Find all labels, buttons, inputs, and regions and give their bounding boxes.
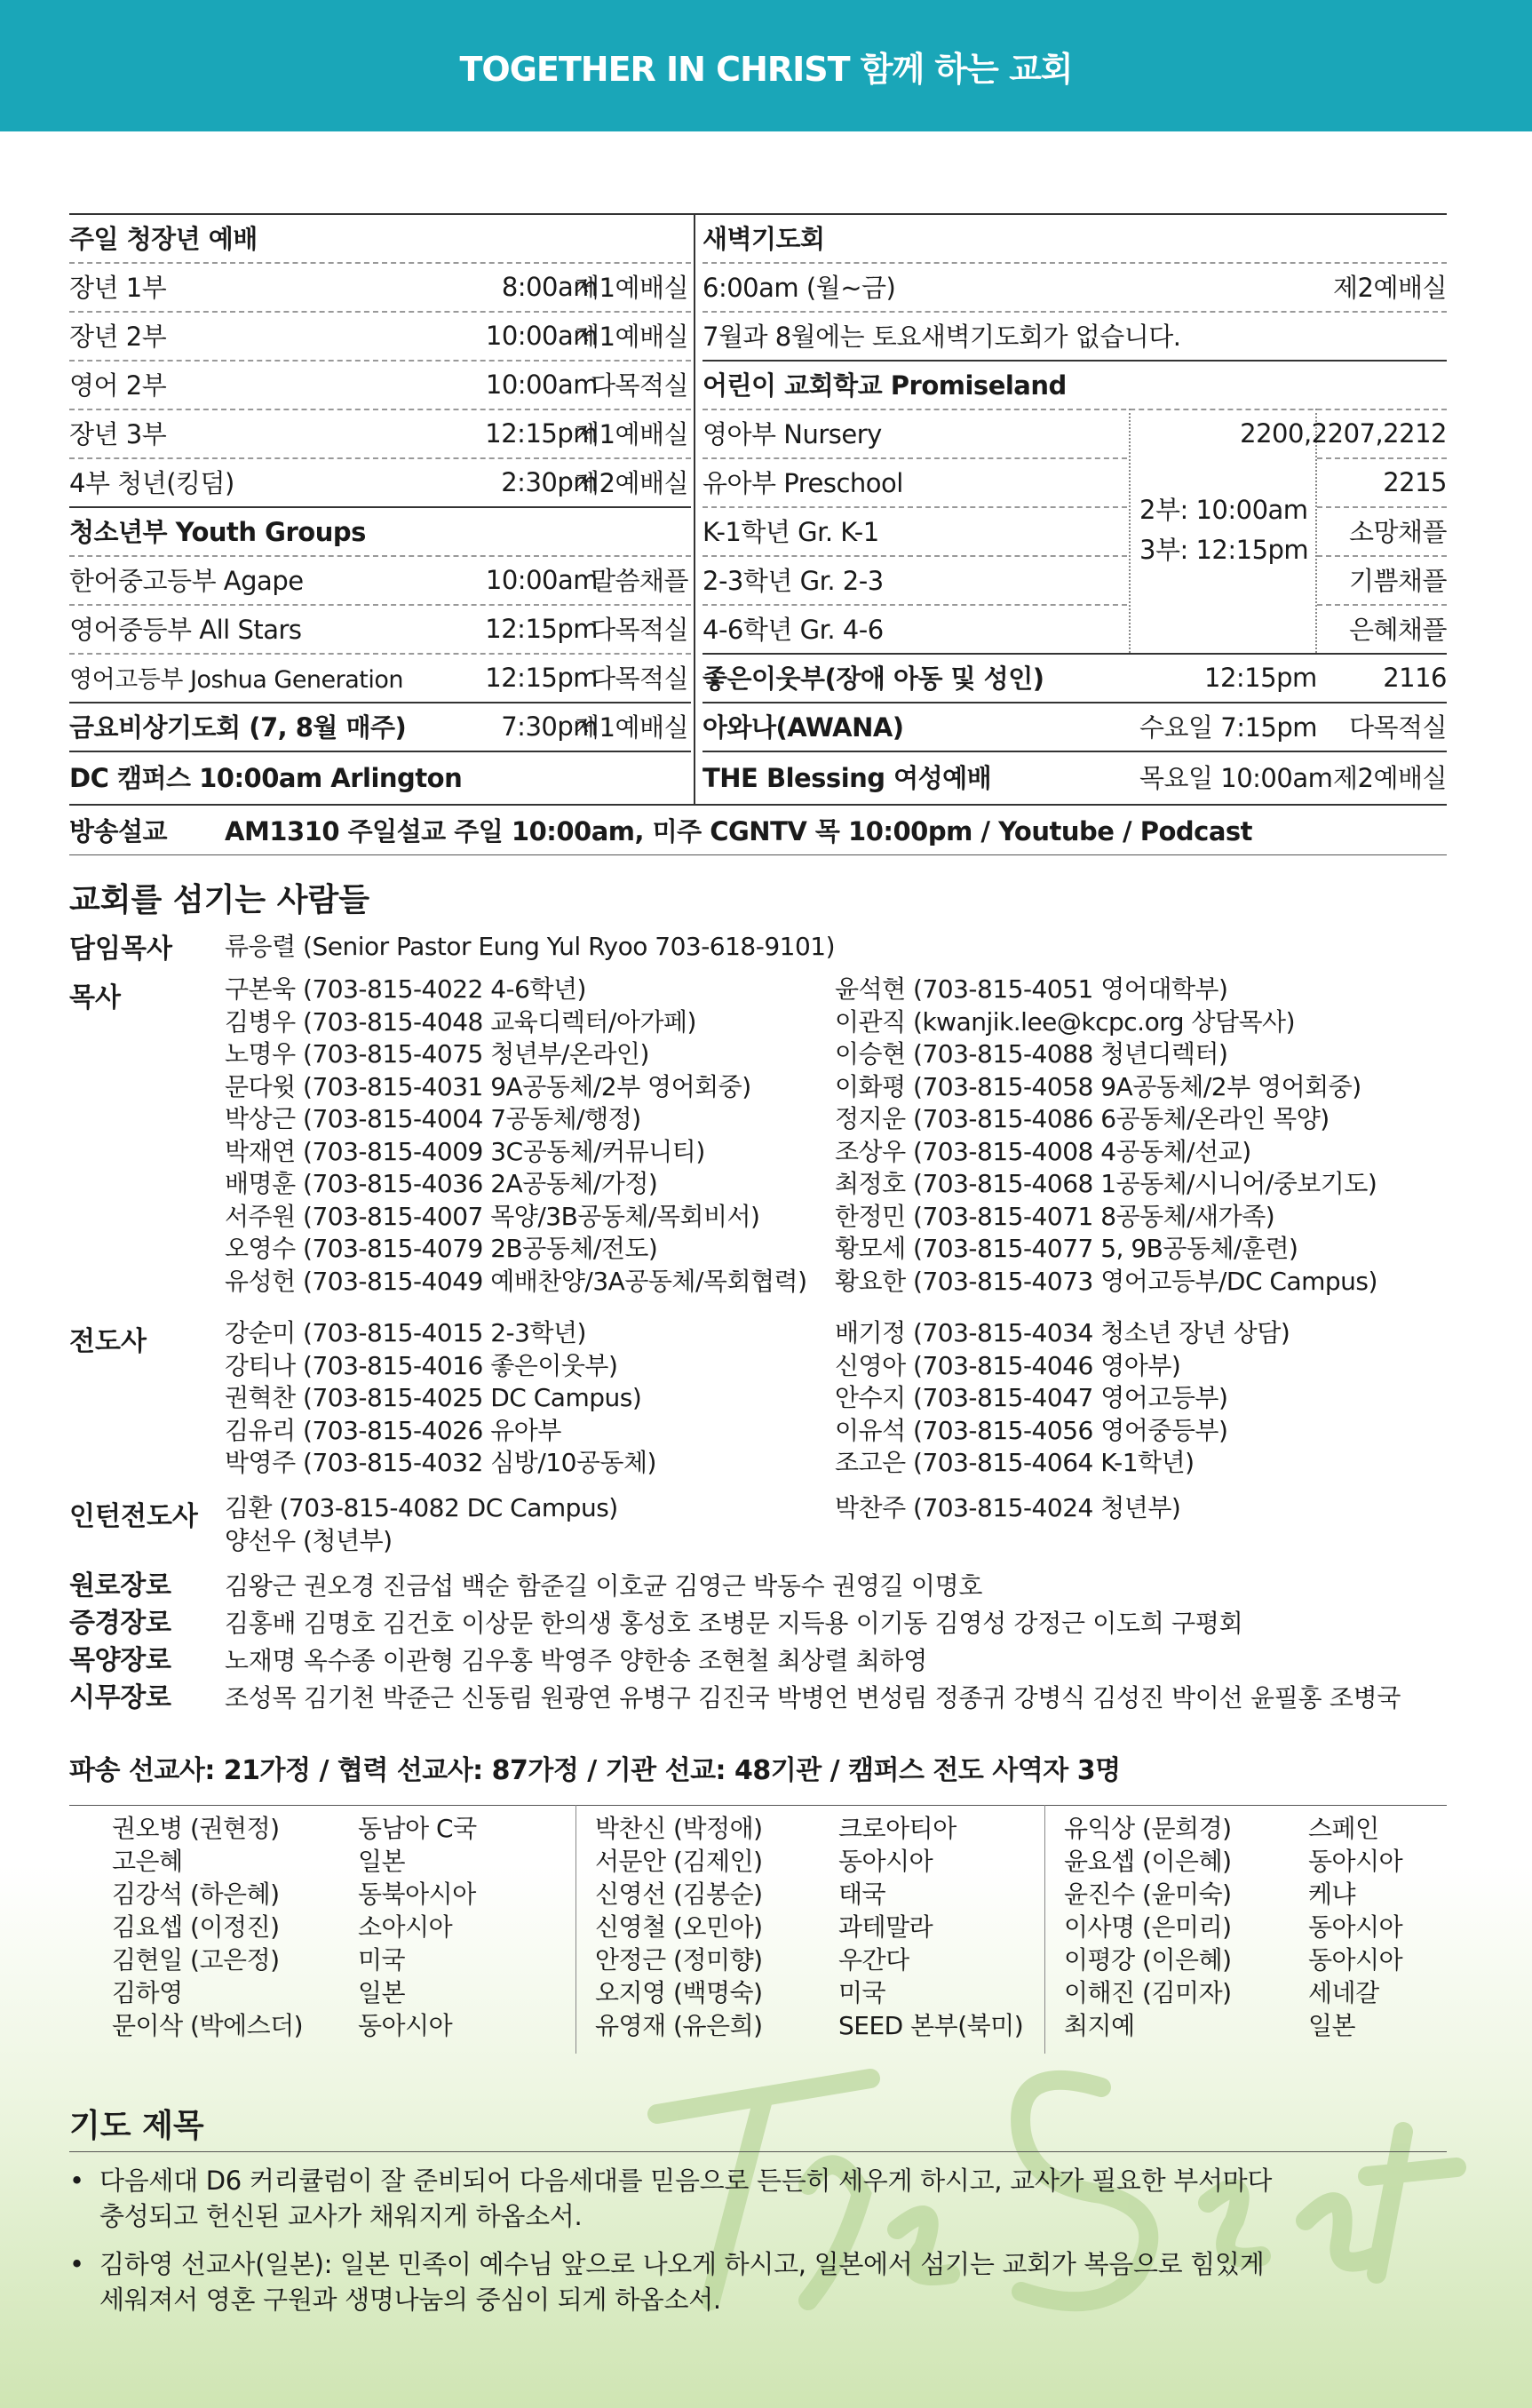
- missionary-region: 동아시아: [1308, 1912, 1403, 1942]
- prayer-item: [69, 2246, 1447, 2317]
- dc-campus: DC 캠퍼스 10:00am Arlington: [69, 763, 463, 793]
- missionary-name: 윤진수 (윤미숙): [1064, 1880, 1232, 1909]
- blessing-place: 제2예배실: [1332, 763, 1447, 793]
- evangelist-entry: 조고은 (703-815-4064 K-1학년): [835, 1448, 1195, 1477]
- pastor-entry: 정지운 (703-815-4086 6공동체/온라인 목양): [835, 1104, 1330, 1133]
- missions-summary: 파송 선교사: 21가정 / 협력 선교사: 87가정 / 기관 선교: 48기관 / 캠퍼스 전도 사역자 3명: [69, 1755, 1121, 1786]
- prayer-line: 다음세대 D6 커리큘럼이 잘 준비되어 다음세대를 믿음으로 든든히 세우게 하시고, 교사가 필요한 부서마다: [99, 2166, 1273, 2196]
- missionary-name: 서문안 (김제인): [595, 1847, 763, 1876]
- evangelist-label: 전도사: [69, 1326, 147, 1357]
- missionary-region: 크로아티아: [838, 1814, 957, 1843]
- missionary-name: 김요셉 (이정진): [112, 1912, 280, 1942]
- pastor-entry: 서주원 (703-815-4007 목양/3B공동체/목회비서): [225, 1201, 760, 1231]
- missionary-region: 동아시아: [838, 1847, 933, 1876]
- prayer-line: 김하영 선교사(일본): 일본 민족이 예수님 앞으로 나오게 하시고, 일본에서 섬기는 교회가 복음으로 힘있게: [99, 2249, 1265, 2279]
- missionary-name: 유익상 (문희경): [1064, 1814, 1232, 1843]
- missionary-name: 이해진 (김미자): [1064, 1978, 1232, 2007]
- youth-place: 말씀채플: [590, 566, 688, 596]
- service-place: 제1예배실: [574, 419, 688, 449]
- evangelist-entry: 강티나 (703-815-4016 좋은이웃부): [225, 1350, 618, 1380]
- section-title-dawn: 새벽기도회: [702, 224, 825, 254]
- youth-name: 영어고등부 Joshua Generation: [69, 666, 404, 694]
- header-title: TOGETHER IN CHRIST 함께 하는 교회: [459, 49, 1073, 89]
- service-time: 12:15pm: [485, 417, 598, 449]
- pastor-entry: 박재연 (703-815-4009 3C공동체/커뮤니티): [225, 1136, 705, 1166]
- pastor-entry: 조상우 (703-815-4008 4공동체/선교): [835, 1136, 1251, 1166]
- pastor-entry: 황모세 (703-815-4077 5, 9B공동체/훈련): [835, 1234, 1298, 1263]
- bullet-icon: •: [69, 2249, 84, 2279]
- missionary-name: 권오병 (권현정): [112, 1814, 280, 1843]
- missionary-region: 미국: [358, 1945, 406, 1975]
- page-header: [0, 0, 1532, 131]
- missionary-region: 세네갈: [1308, 1978, 1379, 2007]
- elder-label: 증경장로: [69, 1608, 171, 1639]
- kids-room: 소망채플: [1348, 517, 1447, 547]
- service-time: 2:30pm: [501, 466, 598, 497]
- kids-time-3rd: 3부: 12:15pm: [1139, 535, 1309, 565]
- missionary-region: 동북아시아: [358, 1880, 476, 1909]
- missionary-name: 김강석 (하은혜): [112, 1880, 280, 1909]
- missionary-name: 김현일 (고은정): [112, 1945, 280, 1975]
- service-name: 4부 청년(킹덤): [69, 468, 234, 498]
- missions-section: [69, 1748, 1447, 2050]
- missionary-name: 신영선 (김봉순): [595, 1880, 763, 1909]
- awana-name: 아와나(AWANA): [702, 712, 904, 743]
- kids-room: 기쁨채플: [1348, 566, 1447, 596]
- missionary-names-col1: [112, 1812, 303, 2042]
- youth-name: 영어중등부 All Stars: [69, 615, 302, 645]
- staff-section: [69, 875, 1447, 1732]
- missionary-name: 박찬신 (박정애): [595, 1814, 763, 1843]
- pastor-entry: 이관직 (kwanjik.lee@kcpc.org 상담목사): [835, 1006, 1296, 1037]
- good-neighbor-place: 2116: [1383, 662, 1447, 693]
- kids-dept: 4-6학년 Gr. 4-6: [702, 615, 884, 645]
- evangelist-entry: 배기정 (703-815-4034 청소년 장년 상담): [835, 1318, 1290, 1347]
- friday-prayer-time: 7:30pm: [501, 711, 598, 742]
- missionary-name: 윤요셉 (이은혜): [1064, 1847, 1232, 1876]
- pastor-entry: 박상근 (703-815-4004 7공동체/행정): [225, 1104, 641, 1133]
- friday-prayer-name: 금요비상기도회 (7, 8월 매주): [69, 712, 407, 743]
- worship-right: [702, 213, 1447, 804]
- elder-row: [69, 1568, 982, 1605]
- pastor-entry: 구본욱 (703-815-4022 4-6학년): [225, 974, 586, 1004]
- kids-room: 2215: [1383, 466, 1447, 497]
- staff-title: 교회를 섬기는 사람들: [69, 882, 370, 918]
- kids-time-2nd: 2부: 10:00am: [1139, 495, 1308, 525]
- service-time: 8:00am: [501, 271, 598, 302]
- youth-place: 다목적실: [590, 664, 688, 694]
- missionary-region: 우간다: [838, 1945, 909, 1975]
- elder-names: 김홍배 김명호 김건호 이상문 한의생 홍성호 조병문 지득용 이기동 김영성 강정근 이도희 구평회: [225, 1609, 1243, 1638]
- pastor-entry: 노명우 (703-815-4075 청년부/온라인): [225, 1039, 649, 1069]
- worship-left: [69, 213, 691, 853]
- evangelist-entry: 권혁찬 (703-815-4025 DC Campus): [225, 1383, 642, 1412]
- missionary-name: 고은혜: [112, 1847, 183, 1876]
- kids-dept: K-1학년 Gr. K-1: [702, 517, 879, 547]
- prayer-line: 세워져서 영혼 구원과 생명나눔의 중심이 되게 하옵소서.: [99, 2285, 721, 2315]
- blessing-time: 목요일 10:00am: [1139, 763, 1333, 793]
- kids-room: 은혜채플: [1348, 615, 1447, 645]
- service-place: 제1예배실: [574, 273, 688, 303]
- kids-dept: 2-3학년 Gr. 2-3: [702, 566, 884, 596]
- service-name: 장년 2부: [69, 322, 167, 352]
- pastor-entry: 이화평 (703-815-4058 9A공동체/2부 영어회중): [835, 1071, 1361, 1101]
- good-neighbor-name: 좋은이웃부(장애 아동 및 성인): [702, 664, 1044, 694]
- youth-time: 10:00am: [485, 564, 598, 595]
- worship-table: [69, 213, 1447, 853]
- pastor-entry: 오영수 (703-815-4079 2B공동체/전도): [225, 1234, 658, 1263]
- elder-label: 원로장로: [69, 1570, 171, 1601]
- missionary-name: 안정근 (정미향): [595, 1945, 763, 1975]
- missionary-region: 동남아 C국: [358, 1814, 477, 1843]
- blessing-name: THE Blessing 여성예배: [702, 763, 992, 793]
- evangelist-entry: 신영아 (703-815-4046 영아부): [835, 1350, 1181, 1380]
- senior-pastor-text: 류응렬 (Senior Pastor Eung Yul Ryoo 703-618-9101): [225, 932, 836, 961]
- missionary-region: 미국: [838, 1978, 886, 2007]
- missionary-region: 태국: [838, 1880, 886, 1909]
- intern-list-right: [835, 1492, 1180, 1525]
- pastor-entry: 윤석현 (703-815-4051 영어대학부): [835, 974, 1228, 1004]
- broadcast-row: [69, 806, 1447, 854]
- evangelist-entry: 안수지 (703-815-4047 영어고등부): [835, 1383, 1228, 1412]
- section-title-youth: 청소년부 Youth Groups: [69, 517, 366, 547]
- elder-row: [69, 1680, 1401, 1717]
- service-name: 장년 1부: [69, 273, 167, 303]
- youth-place: 다목적실: [590, 615, 688, 645]
- dawn-place: 제2예배실: [1332, 273, 1447, 303]
- missionary-name: 이사명 (은미리): [1064, 1912, 1232, 1942]
- dawn-note: 7월과 8월에는 토요새벽기도회가 없습니다.: [702, 322, 1181, 352]
- kids-dept: 유아부 Preschool: [702, 468, 903, 498]
- intern-list-left: [225, 1492, 618, 1557]
- elder-label: 목양장로: [69, 1645, 171, 1676]
- service-place: 다목적실: [590, 370, 688, 401]
- service-name: 장년 3부: [69, 419, 167, 449]
- intern-entry: 양선우 (청년부): [225, 1525, 393, 1555]
- dawn-time: 6:00am (월~금): [702, 273, 896, 303]
- evangelist-list-left: [225, 1317, 656, 1480]
- missionary-region: 소아시아: [358, 1912, 453, 1942]
- section-title-sunday: 주일 청장년 예배: [69, 224, 258, 254]
- evangelist-list-right: [835, 1317, 1290, 1480]
- elder-label: 시무장로: [69, 1682, 171, 1713]
- evangelist-entry: 이유석 (703-815-4056 영어중등부): [835, 1415, 1228, 1445]
- prayer-section: [69, 2101, 1447, 2367]
- elder-names: 김왕근 권오경 진금섭 백순 함준길 이호균 김영근 박동수 권영길 이명호: [225, 1571, 983, 1601]
- intern-entry: 김환 (703-815-4082 DC Campus): [225, 1493, 618, 1522]
- section-title-kids: 어린이 교회학교 Promiseland: [702, 370, 1067, 401]
- missionary-name: 문이삭 (박에스더): [112, 2011, 304, 2040]
- pastor-label: 목사: [69, 982, 121, 1013]
- service-name: 영어 2부: [69, 370, 167, 401]
- elder-row: [69, 1605, 1242, 1642]
- youth-name: 한어중고등부 Agape: [69, 566, 304, 596]
- prayer-list: [69, 2163, 1447, 2330]
- senior-pastor-label: 담임목사: [69, 934, 172, 965]
- intern-label: 인턴전도사: [69, 1501, 198, 1532]
- broadcast-label: 방송설교: [69, 816, 168, 846]
- pastor-entry: 이승현 (703-815-4088 청년디렉터): [835, 1039, 1228, 1069]
- missionary-name: 오지영 (백명숙): [595, 1978, 763, 2007]
- evangelist-entry: 강순미 (703-815-4015 2-3학년): [225, 1318, 586, 1347]
- missionary-name: 최지예: [1064, 2011, 1135, 2040]
- awana-place: 다목적실: [1348, 712, 1447, 743]
- missionary-region: 동아시아: [1308, 1945, 1403, 1975]
- prayer-title: 기도 제목: [69, 2108, 204, 2144]
- missionary-region: 일본: [358, 1847, 406, 1876]
- service-place: 제2예배실: [574, 468, 688, 498]
- pastor-list-left: [225, 974, 807, 1298]
- pastor-list-right: [835, 974, 1377, 1298]
- missionary-region: 과테말라: [838, 1912, 933, 1942]
- missionary-region: 케냐: [1308, 1880, 1356, 1909]
- service-place: 제1예배실: [574, 322, 688, 352]
- missionary-region: SEED 본부(북미): [838, 2011, 1024, 2040]
- missionary-name: 유영재 (유은희): [595, 2011, 763, 2040]
- prayer-item: [69, 2163, 1447, 2234]
- missionary-name: 이평강 (이은혜): [1064, 1945, 1232, 1975]
- friday-prayer-place: 제1예배실: [574, 712, 688, 743]
- awana-time: 수요일 7:15pm: [1139, 712, 1318, 743]
- missionary-regions-col1: [358, 1812, 477, 2042]
- intern-entry: 박찬주 (703-815-4024 청년부): [835, 1493, 1181, 1522]
- pastor-entry: 황요한 (703-815-4073 영어고등부/DC Campus): [835, 1266, 1377, 1296]
- missionary-region: 스페인: [1308, 1814, 1379, 1843]
- missionary-region: 동아시아: [358, 2011, 453, 2040]
- broadcast-text: AM1310 주일설교 주일 10:00am, 미주 CGNTV 목 10:00pm / Youtube / Podcast: [225, 816, 1253, 846]
- elder-row: [69, 1642, 927, 1680]
- evangelist-entry: 김유리 (703-815-4026 유아부: [225, 1415, 561, 1445]
- elder-names: 조성목 김기천 박준근 신동림 원광연 유병구 김진국 박병언 변성림 정종귀 강병식 김성진 박이선 윤필홍 조병국: [225, 1683, 1401, 1713]
- prayer-line: 충성되고 헌신된 교사가 채워지게 하옵소서.: [99, 2201, 583, 2231]
- pastor-entry: 유성헌 (703-815-4049 예배찬양/3A공동체/목회협력): [225, 1266, 807, 1296]
- missionary-name: 신영철 (오민아): [595, 1912, 763, 1942]
- service-time: 10:00am: [485, 369, 598, 400]
- pastor-entry: 한정민 (703-815-4071 8공동체/새가족): [835, 1201, 1275, 1231]
- youth-time: 12:15pm: [485, 613, 598, 644]
- good-neighbor-time: 12:15pm: [1204, 662, 1317, 693]
- pastor-entry: 배명훈 (703-815-4036 2A공동체/가정): [225, 1169, 658, 1198]
- kids-room: 2200,2207,2212: [1240, 417, 1447, 449]
- missionary-region: 동아시아: [1308, 1847, 1403, 1876]
- pastor-entry: 최정호 (703-815-4068 1공동체/시니어/중보기도): [835, 1169, 1377, 1198]
- missionary-name: 김하영: [112, 1978, 183, 2007]
- bullet-icon: •: [69, 2166, 84, 2196]
- pastor-entry: 김병우 (703-815-4048 교육디렉터/아가페): [225, 1006, 696, 1037]
- missionary-region: 일본: [358, 1978, 406, 2007]
- kids-service-times: [1139, 490, 1308, 570]
- evangelist-entry: 박영주 (703-815-4032 심방/10공동체): [225, 1448, 656, 1477]
- youth-time: 12:15pm: [485, 662, 598, 693]
- missionary-region: 일본: [1308, 2011, 1356, 2040]
- pastor-entry: 문다윗 (703-815-4031 9A공동체/2부 영어회중): [225, 1071, 751, 1101]
- service-time: 10:00am: [485, 320, 598, 351]
- elder-names: 노재명 옥수종 이관형 김우홍 박영주 양한송 조현철 최상렬 최하영: [225, 1646, 928, 1675]
- kids-dept: 영아부 Nursery: [702, 419, 882, 449]
